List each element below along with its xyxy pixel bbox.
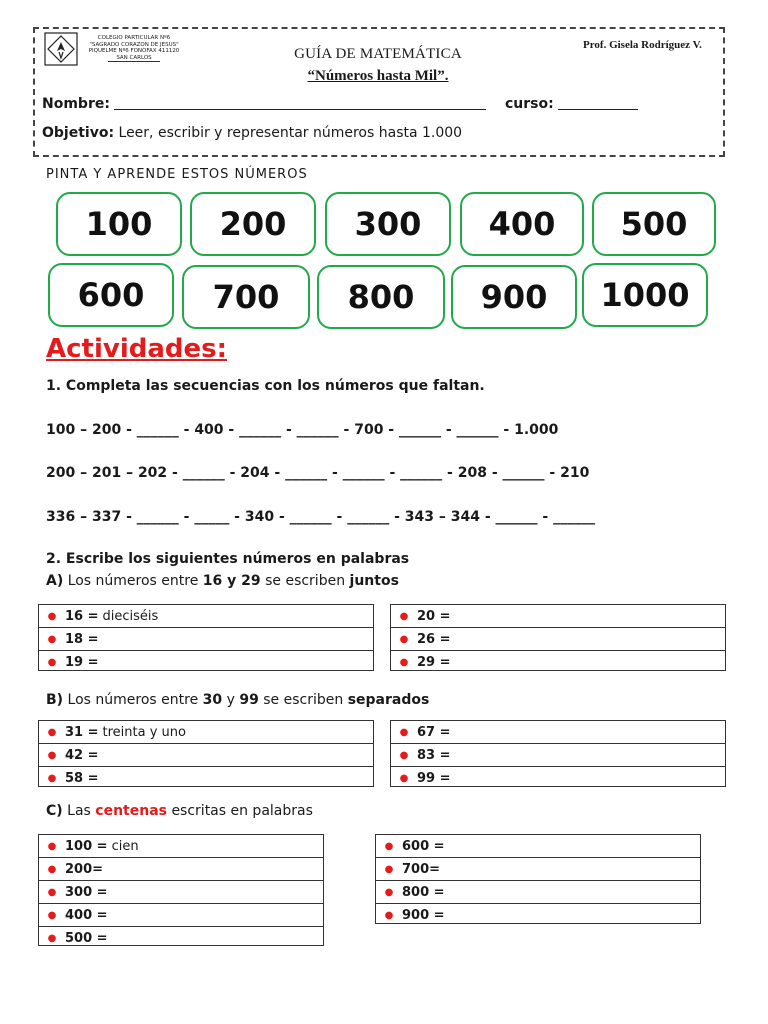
row-number: 99 = [417,770,451,786]
part-b-text-2: y [226,692,235,708]
table-row[interactable] [391,605,725,627]
table-row[interactable] [39,721,373,743]
school-line-4: SAN CARLOS [108,55,159,63]
number-box-700[interactable]: 700 [182,265,310,329]
bullet-icon: ● [384,863,394,875]
number-box-400[interactable]: 400 [460,192,584,256]
bullet-icon: ● [47,749,57,761]
question-1: 1. Completa las secuencias con los números que faltan. [46,378,485,394]
table-row[interactable] [376,903,700,926]
table-row[interactable] [391,766,725,789]
course-label: curso: [505,96,554,112]
number-box-200[interactable]: 200 [190,192,316,256]
name-label: Nombre: [42,96,110,112]
part-c-red-word: centenas [95,803,167,819]
part-c-instruction [46,803,313,819]
name-row [42,96,486,112]
school-logo [44,32,78,66]
table-row[interactable] [39,743,373,766]
sequence-3[interactable]: 336 – 337 - ______ - _____ - 340 - ______ - ______ - 343 – 344 - ______ - ______ [46,509,596,525]
question-2: 2. Escribe los siguientes números en palabras [46,551,410,567]
table-row[interactable] [39,880,323,903]
part-a-bold-2: juntos [349,573,399,589]
worksheet-title: GUÍA DE MATEMÁTICA [294,46,462,62]
row-number: 800 = [402,884,445,900]
bullet-icon: ● [384,840,394,852]
number-box-300[interactable]: 300 [325,192,451,256]
row-number: 67 = [417,724,451,740]
row-number: 100 = [65,838,108,854]
row-number: 500 = [65,930,108,946]
sequence-1[interactable]: 100 – 200 - ______ - 400 - ______ - ______ - 700 - ______ - ______ - 1.000 [46,422,559,438]
part-c-left-table [38,834,324,946]
row-number: 300 = [65,884,108,900]
course-field[interactable] [558,97,638,110]
bullet-icon: ● [47,656,57,668]
table-row[interactable] [376,835,700,857]
number-box-1000[interactable]: 1000 [582,263,708,327]
part-b-left-table [38,720,374,787]
bullet-icon: ● [47,909,57,921]
row-number: 31 = [65,724,99,740]
school-line-3: PIQUELME Nº6 FONOFAX 411120 [88,48,180,55]
table-row[interactable] [39,926,323,949]
row-answer: cien [111,838,139,854]
table-row[interactable] [391,721,725,743]
number-box-900[interactable]: 900 [451,265,577,329]
part-c-text-1: Las [67,803,91,819]
part-a-left-table [38,604,374,671]
bullet-icon: ● [399,610,409,622]
bullet-icon: ● [47,840,57,852]
table-row[interactable] [391,743,725,766]
number-box-100[interactable]: 100 [56,192,182,256]
row-number: 19 = [65,654,99,670]
part-c-text-2: escritas en palabras [171,803,313,819]
row-number: 83 = [417,747,451,763]
row-number: 200= [65,861,104,877]
row-number: 700= [402,861,441,877]
row-number: 42 = [65,747,99,763]
objective-label: Objetivo: [42,125,115,141]
row-number: 18 = [65,631,99,647]
bullet-icon: ● [47,863,57,875]
bullet-icon: ● [47,886,57,898]
objective-text: Leer, escribir y representar números hasta 1.000 [118,125,463,141]
part-b-instruction [46,692,429,708]
school-line-1: COLEGIO PARTICULAR Nº6 [97,35,171,41]
row-number: 900 = [402,907,445,923]
table-row[interactable] [391,627,725,650]
sequence-2[interactable]: 200 – 201 – 202 - ______ - 204 - ______ - ______ - ______ - 208 - ______ - 210 [46,465,590,481]
number-box-800[interactable]: 800 [317,265,445,329]
bullet-icon: ● [47,633,57,645]
part-a-right-table [390,604,726,671]
bullet-icon: ● [47,726,57,738]
part-c-letter: C) [46,803,63,819]
part-b-text-3: se escriben [263,692,344,708]
table-row[interactable] [376,880,700,903]
part-b-letter: B) [46,692,64,708]
part-a-bold-1: 16 y 29 [202,573,261,589]
bullet-icon: ● [399,633,409,645]
table-row[interactable] [39,627,373,650]
table-row[interactable] [39,903,323,926]
worksheet-subtitle-text: “Números hasta Mil”. [307,68,449,84]
name-field[interactable] [114,97,486,110]
part-b-bold-3: separados [347,692,430,708]
part-a-instruction [46,573,399,589]
row-answer: dieciséis [102,608,159,624]
table-row[interactable] [39,835,323,857]
part-a-text-2: se escriben [265,573,346,589]
row-number: 20 = [417,608,451,624]
bullet-icon: ● [47,610,57,622]
row-number: 600 = [402,838,445,854]
part-c-right-table [375,834,701,924]
bullet-icon: ● [399,656,409,668]
worksheet-subtitle [230,68,526,85]
bullet-icon: ● [399,749,409,761]
school-line-2: "SAGRADO CORAZON DE JESUS" [89,41,179,48]
school-info [84,35,184,62]
bullet-icon: ● [384,909,394,921]
objective-row [42,125,462,141]
row-number: 58 = [65,770,99,786]
part-b-text-1: Los números entre [67,692,199,708]
table-row[interactable] [39,650,373,673]
part-b-right-table [390,720,726,787]
bullet-icon: ● [399,772,409,784]
table-row[interactable] [391,650,725,673]
numbers-section-title: PINTA Y APRENDE ESTOS NÚMEROS [46,167,308,182]
row-number: 29 = [417,654,451,670]
course-row [505,96,638,112]
row-number: 16 = [65,608,99,624]
table-row[interactable] [39,857,323,880]
part-b-bold-2: 99 [239,692,259,708]
part-a-letter: A) [46,573,64,589]
row-number: 26 = [417,631,451,647]
bullet-icon: ● [47,772,57,784]
bullet-icon: ● [384,886,394,898]
number-box-500[interactable]: 500 [592,192,716,256]
part-b-bold-1: 30 [202,692,223,708]
table-row[interactable] [39,605,373,627]
number-box-600[interactable]: 600 [48,263,174,327]
bullet-icon: ● [47,932,57,944]
table-row[interactable] [376,857,700,880]
row-number: 400 = [65,907,108,923]
part-a-text-1: Los números entre [67,573,199,589]
table-row[interactable] [39,766,373,789]
bullet-icon: ● [399,726,409,738]
teacher-name: Prof. Gisela Rodríguez V. [583,39,702,51]
row-answer: treinta y uno [102,724,186,740]
activities-heading: Actividades: [46,334,228,364]
